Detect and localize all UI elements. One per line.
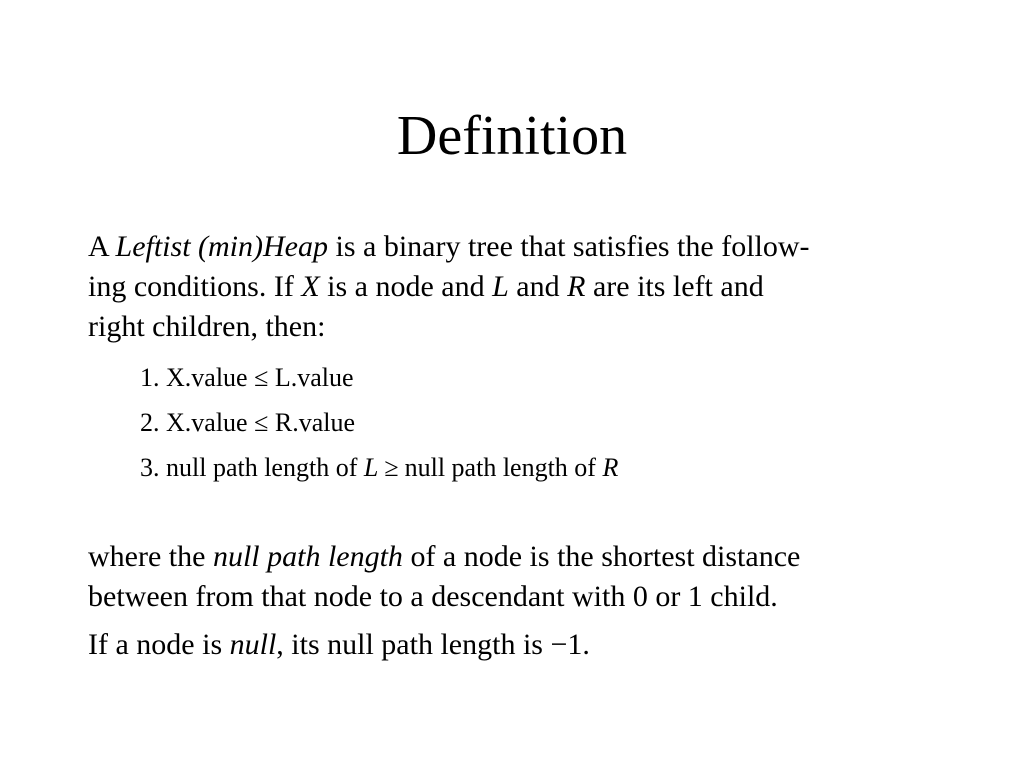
var-r: R xyxy=(602,453,619,482)
condition-item-1: 1. X.value ≤ L.value xyxy=(140,363,354,392)
text-span: is a binary tree that satisfies the follow- xyxy=(328,230,810,263)
definition-line-3: right children, then: xyxy=(88,310,326,343)
null-note-line xyxy=(88,625,988,665)
var-l: L xyxy=(492,270,509,303)
text-span: If a node is xyxy=(88,628,230,661)
var-l: L xyxy=(363,453,379,482)
text-span: null path length of xyxy=(404,453,603,482)
text-span: of a node is the shortest distance xyxy=(402,540,801,573)
var-x: X xyxy=(301,270,320,303)
text-span: ing conditions. If xyxy=(88,270,302,303)
conditions-list xyxy=(140,355,1000,490)
text-span: A xyxy=(88,230,116,263)
null-note-paragraph xyxy=(88,625,988,665)
condition-item-2: 2. X.value ≤ R.value xyxy=(140,408,355,437)
definition-line-1 xyxy=(88,227,988,267)
text-span: where the xyxy=(88,540,213,573)
geq-symbol: ≥ xyxy=(384,453,399,482)
var-r: R xyxy=(567,270,586,303)
term-null-path-length: null path length xyxy=(212,540,403,573)
definition-paragraph xyxy=(88,227,988,347)
npl-line-1 xyxy=(88,537,988,577)
text-span: is a node and xyxy=(319,270,493,303)
term-null: null xyxy=(229,628,277,661)
null-path-length-paragraph xyxy=(88,537,988,617)
definition-line-2 xyxy=(88,267,988,307)
text-span: and xyxy=(508,270,568,303)
term-leftist-heap: Leftist (min)Heap xyxy=(115,230,328,263)
condition-item-3 xyxy=(140,445,1000,490)
text-span: , its null path length is −1. xyxy=(276,628,590,661)
text-span: 3. null path length of xyxy=(140,453,364,482)
slide-title: Definition xyxy=(396,105,628,167)
npl-line-2: between from that node to a descendant with 0 or 1 child. xyxy=(88,580,778,613)
text-span: are its left and xyxy=(585,270,764,303)
